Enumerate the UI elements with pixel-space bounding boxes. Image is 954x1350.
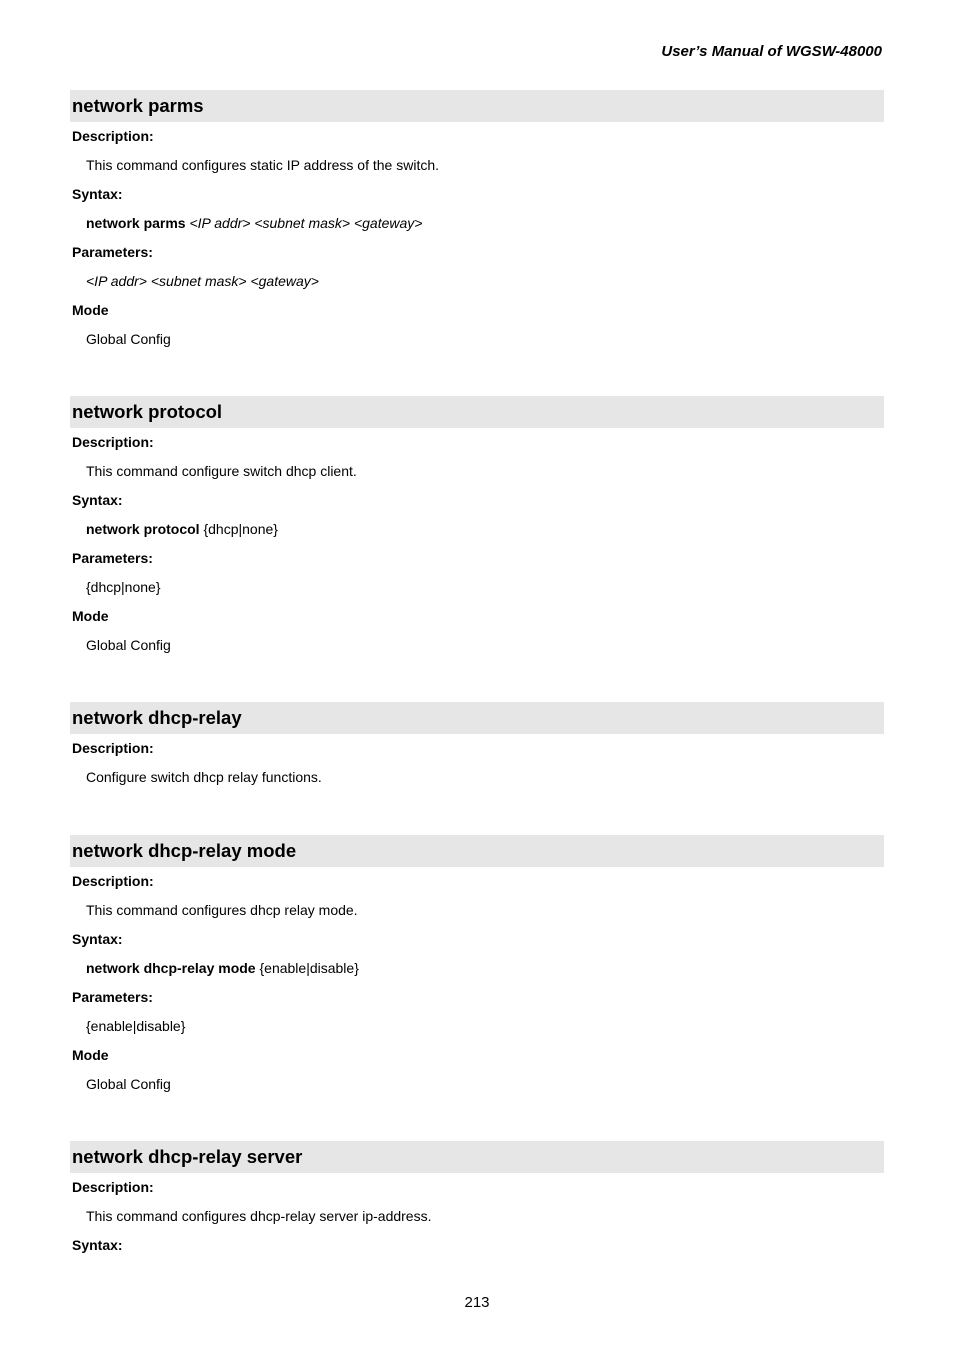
parameters-value: <IP addr> <subnet mask> <gateway>	[86, 273, 319, 289]
description-label: Description:	[72, 128, 154, 144]
syntax-line	[70, 515, 884, 544]
section-network-dhcp-relay	[70, 702, 884, 792]
mode-text: Global Config	[86, 331, 171, 347]
syntax-line	[70, 954, 884, 983]
section-title: network protocol	[70, 396, 884, 428]
parameters-label: Parameters:	[72, 989, 153, 1005]
parameters-label: Parameters:	[72, 244, 153, 260]
section-title: network parms	[70, 90, 884, 122]
syntax-command: network protocol	[86, 521, 200, 537]
description-text: This command configure switch dhcp client.	[86, 463, 357, 479]
mode-label: Mode	[72, 302, 109, 318]
mode-label: Mode	[72, 1047, 109, 1063]
mode-label: Mode	[72, 608, 109, 624]
page-number: 213	[464, 1294, 490, 1311]
syntax-label: Syntax:	[72, 492, 123, 508]
parameters-text: {enable|disable}	[86, 1018, 186, 1034]
section-title: network dhcp-relay	[70, 702, 884, 734]
syntax-arguments: {dhcp|none}	[203, 521, 278, 537]
description-label: Description:	[72, 740, 154, 756]
syntax-arguments: {enable|disable}	[259, 960, 359, 976]
running-header: User’s Manual of WGSW-48000	[661, 43, 882, 60]
syntax-label: Syntax:	[72, 931, 123, 947]
description-text: This command configures static IP address of the switch.	[86, 157, 440, 173]
parameters-text: {dhcp|none}	[86, 579, 161, 595]
syntax-line	[70, 209, 884, 238]
parameters-label: Parameters:	[72, 550, 153, 566]
description-label: Description:	[72, 1179, 154, 1195]
description-label: Description:	[72, 873, 154, 889]
mode-text: Global Config	[86, 1076, 171, 1092]
description-label: Description:	[72, 434, 154, 450]
syntax-command: network parms	[86, 215, 186, 231]
syntax-label: Syntax:	[72, 186, 123, 202]
description-text: This command configures dhcp relay mode.	[86, 902, 358, 918]
syntax-command: network dhcp-relay mode	[86, 960, 256, 976]
section-title: network dhcp-relay server	[70, 1141, 884, 1173]
mode-text: Global Config	[86, 637, 171, 653]
syntax-arguments: <IP addr> <subnet mask> <gateway>	[189, 215, 423, 231]
section-network-protocol	[70, 396, 884, 660]
description-text: Configure switch dhcp relay functions.	[86, 769, 322, 785]
syntax-label: Syntax:	[72, 1237, 123, 1253]
description-text: This command configures dhcp-relay server ip-address.	[86, 1208, 432, 1224]
parameters-text	[70, 267, 884, 296]
section-title: network dhcp-relay mode	[70, 835, 884, 867]
section-network-parms	[70, 90, 884, 354]
section-network-dhcp-relay-mode	[70, 835, 884, 1099]
section-network-dhcp-relay-server	[70, 1141, 884, 1260]
